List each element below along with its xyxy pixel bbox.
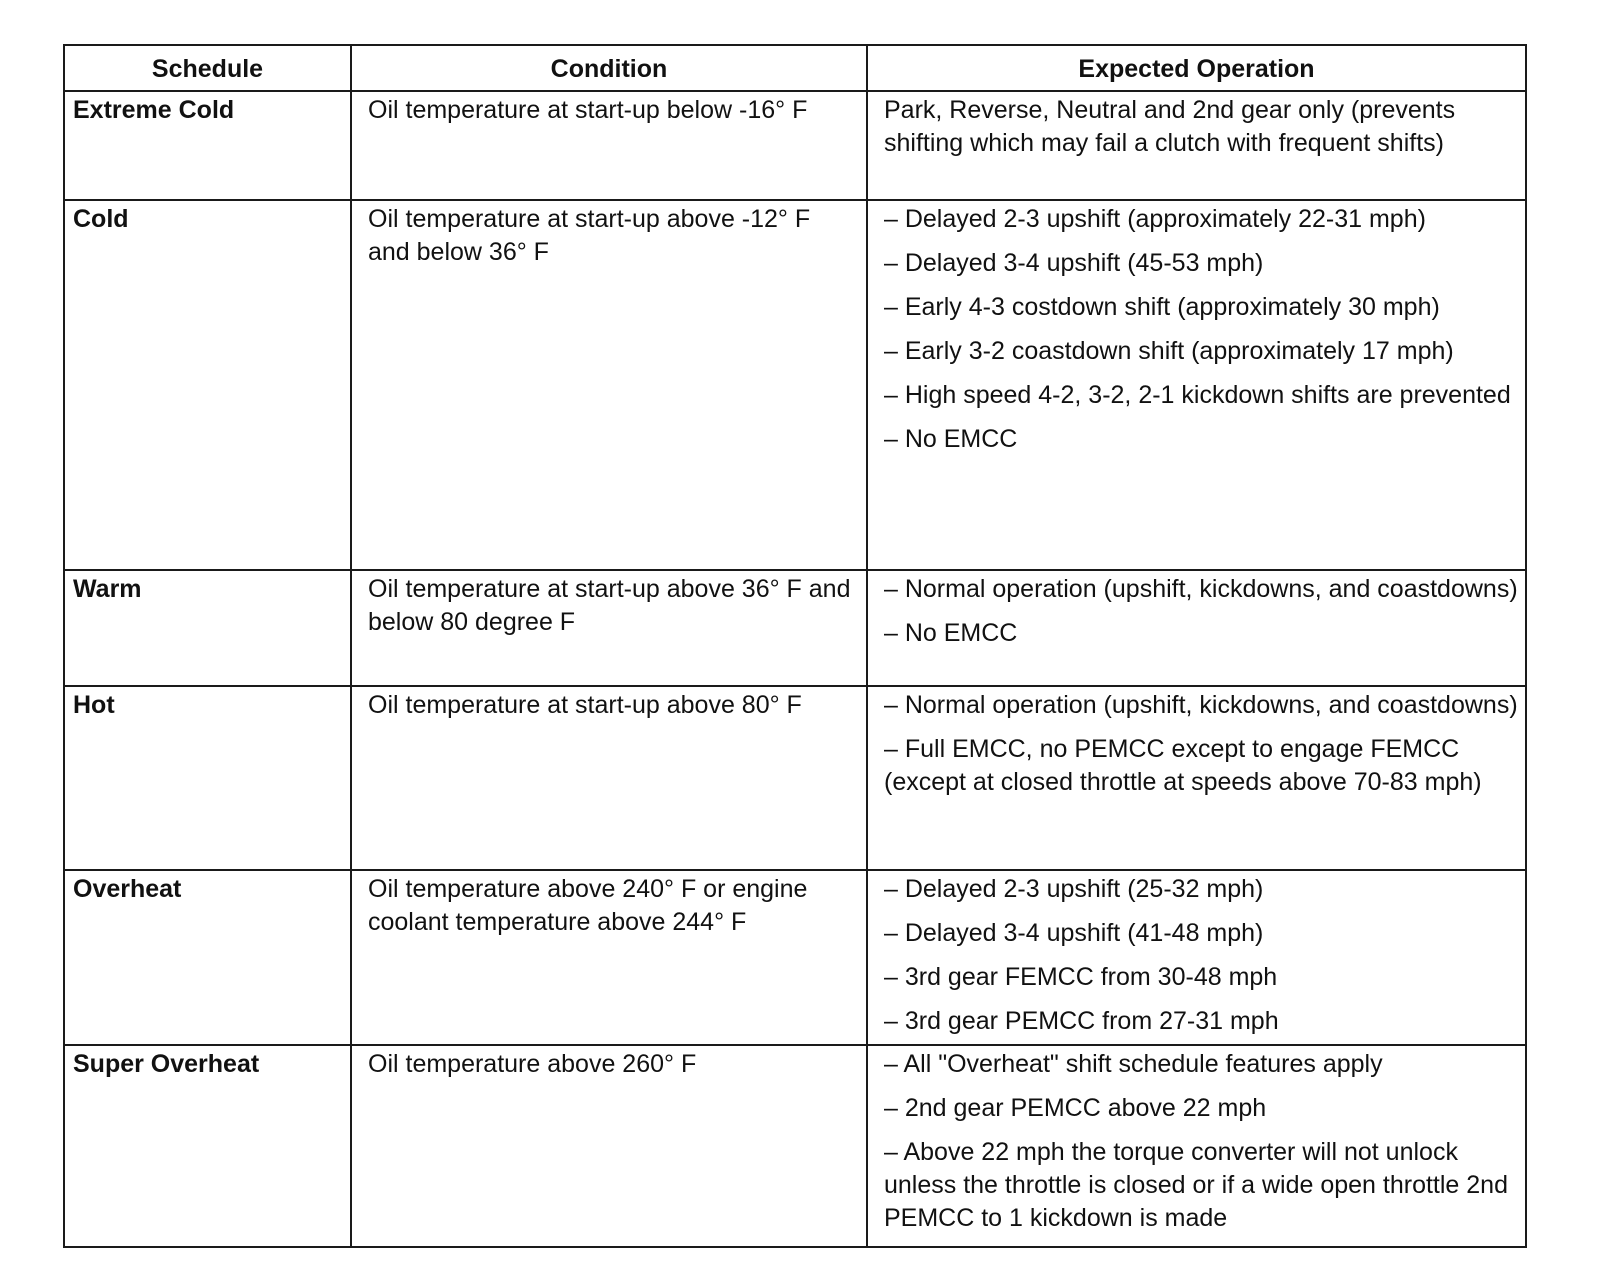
operation-item: – All "Overheat" shift schedule features apply bbox=[884, 1050, 1383, 1078]
operation-item: – 2nd gear PEMCC above 22 mph bbox=[884, 1094, 1267, 1122]
schedule-cell: Extreme Cold bbox=[64, 91, 351, 200]
schedule-cell: Super Overheat bbox=[64, 1045, 351, 1247]
table-row bbox=[64, 91, 1526, 200]
header-schedule: Schedule bbox=[64, 45, 351, 91]
table-header-row bbox=[64, 45, 1526, 91]
operation-list bbox=[868, 871, 1525, 1044]
operation-item: – Above 22 mph the torque converter will not unlock unless the throttle is closed or if a wide open throttle 2nd PEMCC to 1 kickdown is made bbox=[884, 1138, 1508, 1232]
condition-cell: Oil temperature above 260° F bbox=[351, 1045, 867, 1247]
table-row bbox=[64, 200, 1526, 570]
schedule-cell: Warm bbox=[64, 570, 351, 686]
operation-item: – Delayed 2-3 upshift (approximately 22-31 mph) bbox=[884, 205, 1426, 233]
operation-list bbox=[868, 201, 1525, 462]
operation-list bbox=[868, 92, 1525, 166]
table-row bbox=[64, 870, 1526, 1045]
operation-item: – Early 4-3 costdown shift (approximately 30 mph) bbox=[884, 293, 1440, 321]
operation-item: – No EMCC bbox=[884, 619, 1018, 647]
schedule-cell: Hot bbox=[64, 686, 351, 870]
operation-cell bbox=[867, 91, 1526, 200]
operation-item: – Normal operation (upshift, kickdowns, and coastdowns) bbox=[884, 575, 1518, 603]
operation-item: – 3rd gear FEMCC from 30-48 mph bbox=[884, 963, 1278, 991]
schedule-cell: Overheat bbox=[64, 870, 351, 1045]
operation-cell bbox=[867, 1045, 1526, 1247]
operation-cell bbox=[867, 200, 1526, 570]
operation-cell bbox=[867, 570, 1526, 686]
operation-cell bbox=[867, 870, 1526, 1045]
operation-item: – Normal operation (upshift, kickdowns, and coastdowns) bbox=[884, 691, 1518, 719]
condition-cell: Oil temperature at start-up above -12° F and below 36° F bbox=[351, 200, 867, 570]
header-condition: Condition bbox=[351, 45, 867, 91]
operation-item: – Full EMCC, no PEMCC except to engage FEMCC (except at closed throttle at speeds above 70-83 mph) bbox=[884, 735, 1482, 796]
header-expected-operation: Expected Operation bbox=[867, 45, 1526, 91]
condition-cell: Oil temperature at start-up above 36° F and below 80 degree F bbox=[351, 570, 867, 686]
table-row bbox=[64, 1045, 1526, 1247]
operation-item: – Early 3-2 coastdown shift (approximately 17 mph) bbox=[884, 337, 1454, 365]
operation-item: – Delayed 2-3 upshift (25-32 mph) bbox=[884, 875, 1264, 903]
operation-cell bbox=[867, 686, 1526, 870]
table-row bbox=[64, 686, 1526, 870]
operation-item: – Delayed 3-4 upshift (41-48 mph) bbox=[884, 919, 1264, 947]
operation-list bbox=[868, 1046, 1525, 1241]
operation-item: – 3rd gear PEMCC from 27-31 mph bbox=[884, 1007, 1279, 1035]
table-row bbox=[64, 570, 1526, 686]
condition-cell: Oil temperature at start-up above 80° F bbox=[351, 686, 867, 870]
operation-item: – No EMCC bbox=[884, 425, 1018, 453]
shift-schedule-table bbox=[63, 44, 1527, 1248]
operation-item: – High speed 4-2, 3-2, 2-1 kickdown shifts are prevented bbox=[884, 381, 1511, 409]
operation-item: Park, Reverse, Neutral and 2nd gear only (prevents shifting which may fail a clutch with frequent shifts) bbox=[884, 96, 1456, 157]
operation-list bbox=[868, 687, 1525, 805]
schedule-cell: Cold bbox=[64, 200, 351, 570]
operation-item: – Delayed 3-4 upshift (45-53 mph) bbox=[884, 249, 1264, 277]
condition-cell: Oil temperature above 240° F or engine coolant temperature above 244° F bbox=[351, 870, 867, 1045]
operation-list bbox=[868, 571, 1525, 656]
condition-cell: Oil temperature at start-up below -16° F bbox=[351, 91, 867, 200]
